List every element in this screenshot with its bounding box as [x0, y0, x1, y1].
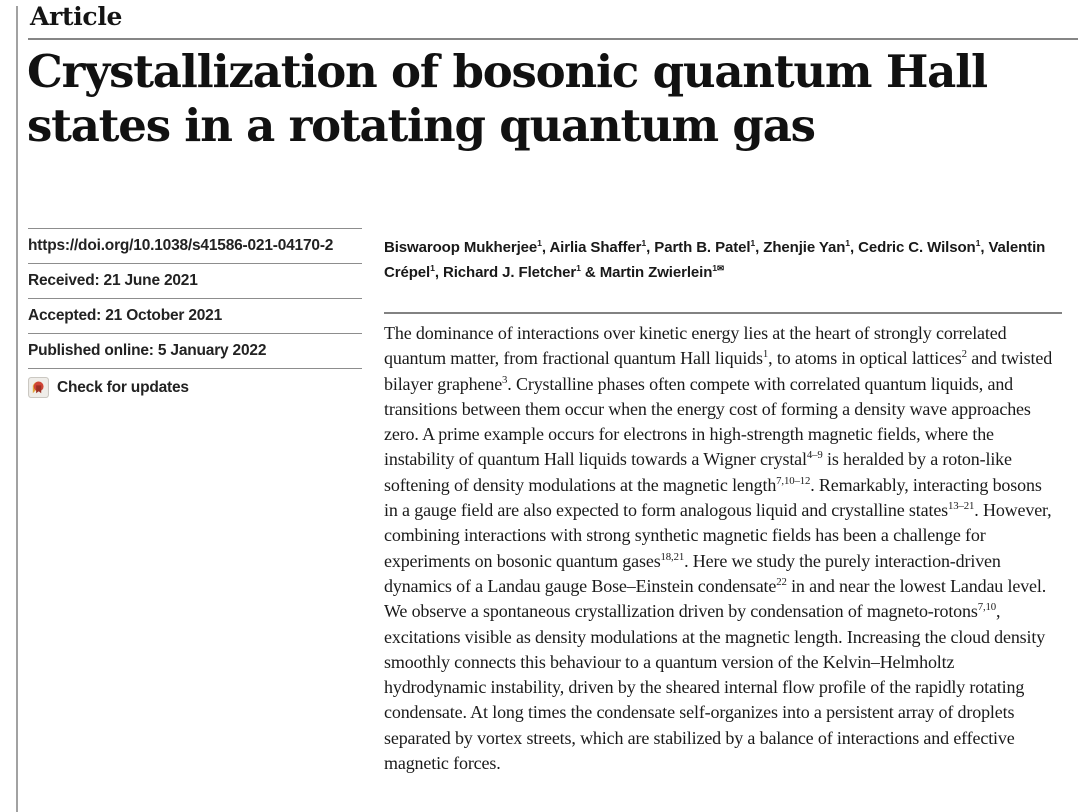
accepted-date: Accepted: 21 October 2021	[28, 298, 362, 333]
crossmark-icon	[28, 377, 49, 398]
doi-link[interactable]: https://doi.org/10.1038/s41586-021-04170-2	[28, 228, 362, 263]
article-metadata-panel	[28, 228, 362, 406]
left-margin-rule	[16, 6, 18, 812]
abstract-text: The dominance of interactions over kinetic energy lies at the heart of strongly correlated quantum matter, from fractional quantum Hall liquids$^1$, to atoms in optical lattices$^2$ and twisted bilayer graphene$^3$. Crystalline phases often compete with correlated quantum liquids, and transitions between them occur when the energy cost of forming a density wave approaches zero. A prime example occurs for electrons in high-strength magnetic fields, where the instability of quantum Hall liquids towards a Wigner crystal$^{4-9}$ is heralded by a roton-like softening of density modulations at the magnetic length$^{7,10-12}$. Remarkably, interacting bosons in a gauge field are also expected to form analogous liquid and crystalline states$^{13-21}$. However, combining interactions with strong synthetic magnetic fields has been a challenge for experiments on bosonic quantum gases$^{18,21}$. Here we study the purely interaction-driven dynamics of a Landau gauge Bose–Einstein condensate$^{22}$ in and near the lowest Landau level. We observe a spontaneous crystallization driven by condensation of magneto-rotons$^{7,10}$, excitations visible as density modulations at the magnetic length. Increasing the cloud density smoothly connects this behaviour to a quantum version of the Kelvin–Helmholtz hydrodynamic instability, driven by the sheared internal flow profile of the rapidly rotating condensate. At long times the condensate self-organizes into a persistent array of droplets separated by vortex streets, which are stabilized by a balance of interactions and effective magnetic forces.	[384, 323, 1053, 774]
abstract-divider	[384, 312, 1062, 314]
article-kicker: Article	[30, 2, 123, 31]
article-title: Crystallization of bosonic quantum Hall states in a rotating quantum gas	[27, 45, 987, 152]
received-date: Received: 21 June 2021	[28, 263, 362, 298]
published-date: Published online: 5 January 2022	[28, 333, 362, 368]
check-for-updates-label: Check for updates	[57, 378, 189, 396]
author-list: Biswaroop Mukherjee$^1$, Airlia Shaffer$^1$, Parth B. Patel$^1$, Zhenjie Yan$^1$, Cedric C. Wilson$^1$, Valentin Crépel$^1$, Richard J. Fletcher$^1$ & Martin Zwierlein$^{1✉}$	[384, 238, 1046, 281]
header-divider	[28, 38, 1078, 40]
check-for-updates-button[interactable]	[28, 368, 362, 406]
